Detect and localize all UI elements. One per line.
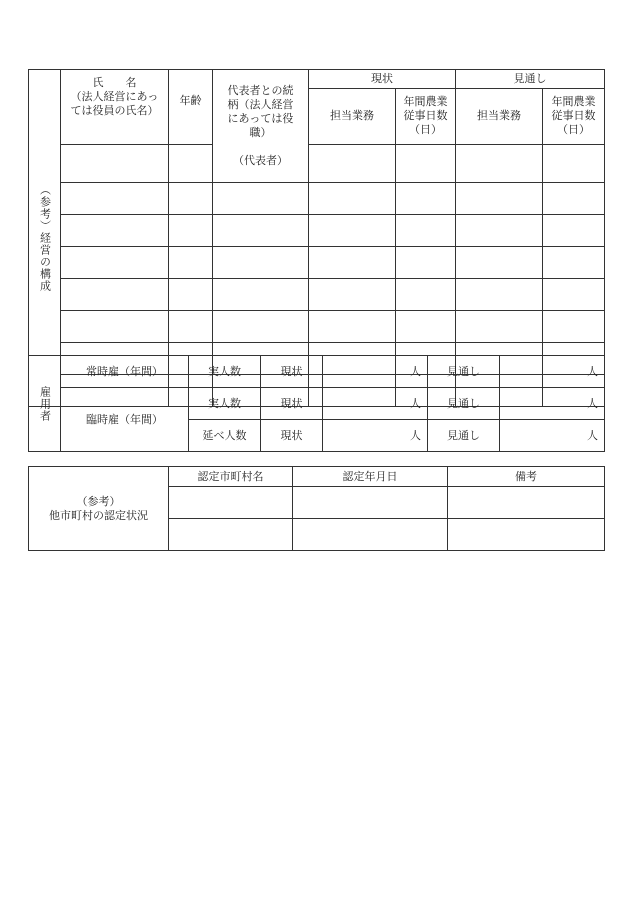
total-count-label: 延べ人数 [189,420,261,452]
duty-outlook-cell[interactable] [456,183,543,215]
table-row [29,311,605,343]
other-certification-table [28,466,605,551]
temporary-outlook-count[interactable]: 人 [500,388,605,420]
age-cell[interactable] [169,183,213,215]
duty-outlook-cell[interactable] [456,247,543,279]
note-header: 備考 [448,467,605,487]
table-row [29,279,605,311]
age-cell[interactable] [169,279,213,311]
days-outlook-cell[interactable] [543,215,605,247]
date-cell[interactable] [293,519,448,551]
date-cell[interactable] [293,487,448,519]
employment-table [28,355,605,452]
regular-employment-label: 常時雇（年間） [61,356,189,388]
days-outlook-cell[interactable] [543,247,605,279]
days-current-cell[interactable] [396,247,456,279]
table-row [29,144,605,182]
management-side-label: （参考）経営の構成 [29,70,61,407]
age-cell[interactable] [169,311,213,343]
duty-current-cell[interactable] [309,311,396,343]
current-label: 現状 [261,420,323,452]
relation-cell[interactable] [213,311,309,343]
current-label: 現状 [261,388,323,420]
relation-cell[interactable] [213,215,309,247]
duty-current-cell[interactable] [309,215,396,247]
note-cell[interactable] [448,487,605,519]
duty-current-cell[interactable] [309,144,396,182]
name-cell[interactable] [61,144,169,182]
name-cell[interactable] [61,247,169,279]
duty-outlook-header: 担当業務 [456,89,543,144]
current-header: 現状 [309,70,456,89]
age-cell[interactable] [169,215,213,247]
actual-count-label: 実人数 [189,388,261,420]
days-current-header: 年間農業 従事日数 （日） [396,89,456,144]
name-header: 氏 名 （法人経営にあっ ては役員の氏名） [61,70,169,145]
actual-count-label: 実人数 [189,356,261,388]
employment-side-label: 雇用者 [29,356,61,452]
days-outlook-header: 年間農業 従事日数 （日） [543,89,605,144]
age-header: 年齢 [169,70,213,145]
duty-outlook-cell[interactable] [456,215,543,247]
days-outlook-cell[interactable] [543,144,605,182]
note-cell[interactable] [448,519,605,551]
duty-current-cell[interactable] [309,247,396,279]
relation-header [213,70,309,183]
other-certification-label: （参考） 他市町村の認定状況 [29,467,169,551]
duty-current-cell[interactable] [309,183,396,215]
duty-outlook-cell[interactable] [456,279,543,311]
name-cell[interactable] [61,279,169,311]
outlook-label: 見通し [428,388,500,420]
temporary-total-outlook-count[interactable]: 人 [500,420,605,452]
days-outlook-cell[interactable] [543,183,605,215]
relation-cell[interactable] [213,247,309,279]
city-cell[interactable] [169,487,293,519]
temporary-current-count[interactable]: 人 [323,388,428,420]
age-cell[interactable] [169,247,213,279]
outlook-label: 見通し [428,356,500,388]
days-current-cell[interactable] [396,279,456,311]
date-header: 認定年月日 [293,467,448,487]
representative-label: （代表者） [233,154,288,167]
regular-current-count[interactable]: 人 [323,356,428,388]
name-cell[interactable] [61,183,169,215]
days-current-cell[interactable] [396,311,456,343]
temporary-total-current-count[interactable]: 人 [323,420,428,452]
relation-header-text: 代表者との続 柄（法人経営 にあっては役 職） [227,84,294,139]
city-cell[interactable] [169,519,293,551]
name-cell[interactable] [61,215,169,247]
days-outlook-cell[interactable] [543,279,605,311]
current-label: 現状 [261,356,323,388]
table-row [29,183,605,215]
outlook-label: 見通し [428,420,500,452]
days-current-cell[interactable] [396,183,456,215]
days-current-cell[interactable] [396,215,456,247]
duty-outlook-cell[interactable] [456,144,543,182]
outlook-header: 見通し [456,70,605,89]
relation-cell[interactable] [213,183,309,215]
relation-cell[interactable] [213,279,309,311]
city-header: 認定市町村名 [169,467,293,487]
regular-outlook-count[interactable]: 人 [500,356,605,388]
duty-current-header: 担当業務 [309,89,396,144]
duty-outlook-cell[interactable] [456,311,543,343]
table-row [29,247,605,279]
days-outlook-cell[interactable] [543,311,605,343]
age-cell[interactable] [169,144,213,182]
name-cell[interactable] [61,311,169,343]
days-current-cell[interactable] [396,144,456,182]
duty-current-cell[interactable] [309,279,396,311]
temporary-employment-label: 臨時雇（年間） [61,388,189,452]
table-row [29,215,605,247]
